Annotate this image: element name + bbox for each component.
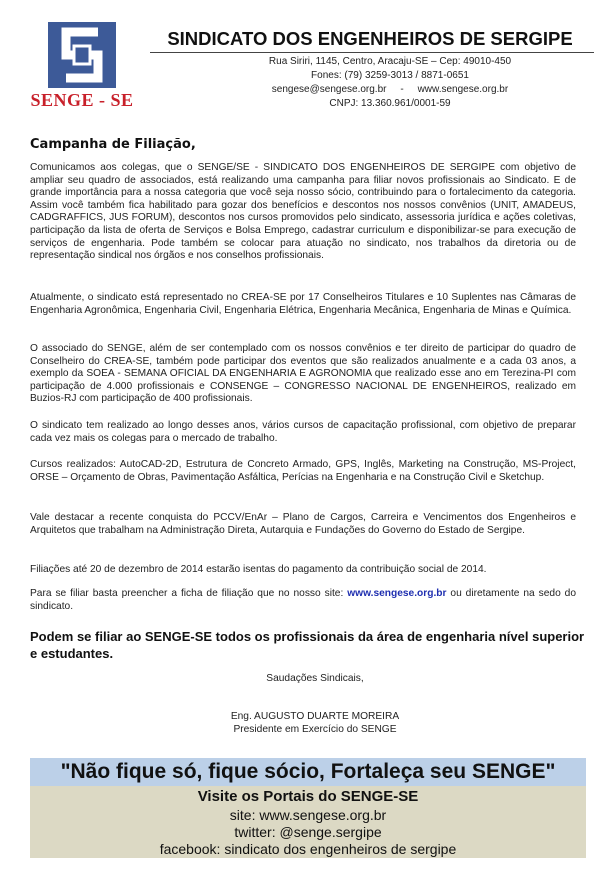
greeting: Saudações Sindicais, (266, 673, 364, 684)
header-divider (150, 52, 594, 53)
paragraph-deadline: Filiações até 20 de dezembro de 2014 estarão isentas do pagamento da contribuição social de 2014. (30, 564, 487, 575)
address: Rua Siriri, 1145, Centro, Aracaju-SE – Cep: 49010-450 (268, 56, 512, 67)
paragraph-pccv: Vale destacar a recente conquista do PCCV/EnAr – Plano de Cargos, Carreira e Vencimentos dos Engenheiros e Arquitetos que trabalham na Administração Direta, Autarquia e Fundações do Governo do Estado de Sergipe. (30, 512, 576, 536)
signer-name: Eng. AUGUSTO DUARTE MOREIRA (230, 711, 400, 722)
paragraph-how-to-join (30, 588, 576, 613)
org-name: SINDICATO DOS ENGENHEIROS DE SERGIPE (167, 28, 573, 49)
eligibility-callout: Podem se filiar ao SENGE-SE todos os profissionais da área de engenharia nível superior e estudantes. (30, 629, 585, 661)
footer-site[interactable]: site: www.sengese.org.br (229, 807, 387, 823)
how-to-join-text-end: ou diretamente na sedo do sindicato. (30, 588, 576, 612)
logo-text: SENGE - SE (30, 90, 134, 110)
footer-box (30, 758, 586, 858)
phones: Fones: (79) 3259-3013 / 8871-0651 (311, 70, 469, 81)
footer-twitter[interactable]: twitter: @senge.sergipe (234, 824, 382, 840)
paragraph-intro: Comunicamos aos colegas, que o SENGE/SE - SINDICATO DOS ENGENHEIROS DE SERGIPE com objetivo de ampliar seu quadro de associados, está realizando uma campanha para filiar novos profissionais ao Sindicato. E de grande importância para a nossa categoria que você seja nosso sócio, contribuindo para o fortalecimento da categoria. Assim você também fica habilitado para gozar dos benefícios e descontos nos nossos convênios (UNIT, AMADEUS, CADGRAFFICS, JUS FORUM), descontos nos cursos promovidos pelo sindicato, assessoria jurídica e ações coletivas, participação da lista de oferta de Serviços e Bolsa Emprego, cadastrar curriculum e disponibilizar-se para execução de serviços de engenharia. Pode também se colocar para atuação no sindicato, nos trabalhos da diretoria ou de representação sindical nos órgãos e nos conselhos profissionais. (30, 162, 576, 262)
how-to-join-text: Para se filiar basta preencher a ficha de filiação que no nosso site: (30, 588, 348, 599)
email-site: sengese@sengese.org.br - www.sengese.org.br (271, 84, 509, 95)
signer-title: Presidente em Exercício do SENGE (233, 724, 397, 735)
cnpj: CNPJ: 13.360.961/0001-59 (329, 98, 451, 109)
paragraph-representation: Atualmente, o sindicato está representado no CREA-SE por 17 Conselheiros Titulares e 10 Suplentes nas Câmaras de Engenharia Agronômica, Engenharia Civil, Engenharia Elétrica, Engenharia Mecânica, Engenharia de Minas e Química. (30, 292, 576, 316)
senge-emblem-icon (48, 22, 116, 88)
senge-logo (28, 22, 136, 117)
paragraph-courses-intro: O sindicato tem realizado ao longo desses anos, vários cursos de capacitação profissional, com objetivo de preparar cada vez mais os colegas para o mercado de trabalho. (30, 420, 576, 444)
page-heading: Campanha de Filiação, (30, 137, 196, 152)
footer-facebook[interactable]: facebook: sindicato dos engenheiros de sergipe (159, 841, 457, 857)
site-link[interactable]: www.sengese.org.br (347, 588, 447, 599)
slogan: "Não fique só, fique sócio, Fortaleça seu SENGE" (60, 760, 556, 783)
portals-title: Visite os Portais do SENGE-SE (197, 788, 419, 805)
paragraph-events: O associado do SENGE, além de ser contemplado com os nossos convênios e ter direito de participar do quadro de Conselheiro do CREA-SE, também pode participar dos eventos que são realizados anualmente e a cada 03 anos, a exemplo da SOEA - SEMANA OFICIAL DA ENGENHARIA E AGRONOMIA que realizado esse ano em Terezina-PI com participação de 4.000 profissionais e CONSENGE – CONGRESSO NACIONAL DE ENGENHEIROS, realizado em Buzios-RJ com participação de 400 profissionais. (30, 343, 576, 405)
paragraph-courses: Cursos realizados: AutoCAD-2D, Estrutura de Concreto Armado, GPS, Inglês, Marketing na Construção, MS-Project, ORSE – Orçamento de Obras, Pavimentação Asfáltica, Perícias na Engenharia e na Construção Civil e Sketchup. (30, 459, 576, 483)
